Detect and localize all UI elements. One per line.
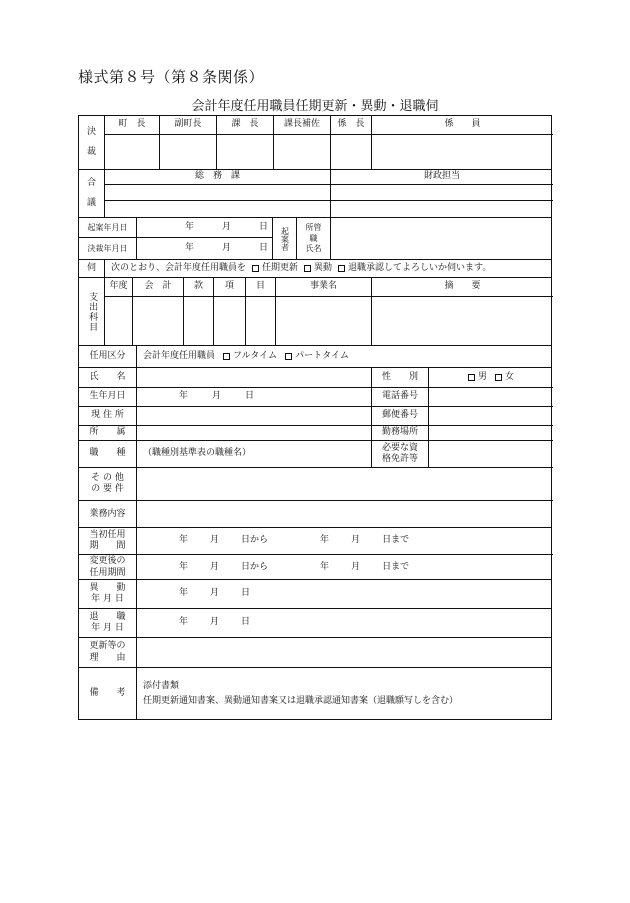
stamp-section-chief[interactable] — [217, 135, 274, 169]
parttime-checkbox[interactable] — [285, 353, 292, 360]
form-table — [78, 115, 552, 720]
phone-field[interactable] — [429, 388, 553, 407]
qualification-field[interactable] — [429, 441, 553, 468]
changed-period-field[interactable]: 年 月 日から 年 月 日まで — [179, 561, 410, 572]
header-project: 事業名 — [276, 278, 372, 297]
phone-label: 電話番号 — [372, 388, 429, 407]
fulltime-checkbox[interactable] — [223, 353, 230, 360]
person-section — [79, 367, 551, 527]
postal-label: 郵便番号 — [372, 407, 429, 426]
summary-field[interactable] — [372, 297, 553, 345]
role-subsection-chief: 係 長 — [331, 116, 372, 135]
fiscal-year-field[interactable] — [105, 297, 133, 345]
employment-type-label: 任用区分 — [79, 346, 137, 367]
header-moku: 目 — [246, 278, 276, 297]
decision-date-value[interactable]: 年 月 日 — [137, 238, 273, 260]
job-field[interactable]: （職種別基準表の職種名） — [137, 441, 372, 468]
document-title: 会計年度任用職員任期更新・異動・退職伺 — [191, 99, 439, 114]
decision-section — [79, 116, 551, 169]
role-assistant-chief: 課長補佐 — [274, 116, 331, 135]
renewal-checkbox[interactable] — [252, 265, 259, 272]
transfer-date-field[interactable]: 年 月 日 — [179, 588, 251, 599]
inquiry-section — [79, 259, 551, 277]
qualification-label: 必要な資 格免許等 — [372, 441, 429, 468]
role-staff: 係 員 — [372, 116, 553, 135]
stamp-assistant-chief[interactable] — [274, 135, 331, 169]
affiliation-field[interactable] — [137, 426, 372, 441]
changed-period-label: 変更後の 任用期間 — [79, 555, 137, 580]
resignation-section — [79, 608, 551, 637]
consult-finance-2[interactable] — [331, 201, 553, 217]
resignation-date-field[interactable]: 年 月 日 — [179, 617, 251, 628]
birth-field[interactable]: 年 月 日 — [137, 388, 372, 407]
duties-label: 業務内容 — [79, 501, 137, 528]
other-requirements-label: そ の 他 の 要 件 — [79, 468, 137, 501]
stamp-subsection-chief[interactable] — [331, 135, 372, 169]
decision-label: 決 裁 — [79, 116, 105, 169]
initial-period-label: 当初任用 期 間 — [79, 528, 137, 555]
consultation-section — [79, 169, 551, 217]
dates-section — [79, 217, 551, 259]
attachments-list: 任期更新通知書案、異動通知書案又は退職承認通知書案（退職願写しを含む） — [143, 695, 459, 706]
transfer-date-label: 異 動 年 月 日 — [79, 580, 137, 608]
transfer-section — [79, 579, 551, 608]
role-section-chief: 課 長 — [217, 116, 274, 135]
stamp-vice-mayor[interactable] — [160, 135, 217, 169]
drafter-name-field[interactable] — [331, 218, 553, 260]
consult-general-1[interactable] — [105, 185, 331, 201]
birth-label: 生年月日 — [79, 388, 137, 407]
resign-checkbox[interactable] — [338, 265, 345, 272]
consult-general-2[interactable] — [105, 201, 331, 217]
draft-date-label: 起案年月日 — [79, 218, 137, 238]
header-kou: 項 — [214, 278, 246, 297]
header-fiscal-year: 年度 — [105, 278, 133, 297]
remarks-section — [79, 667, 551, 719]
name-field[interactable] — [137, 368, 372, 388]
dept-finance: 財政担当 — [331, 170, 553, 185]
inquiry-label: 伺 — [79, 260, 105, 277]
remarks-field — [137, 668, 553, 720]
inquiry-text: 次のとおり、会計年度任用職員を 任期更新 異動 退職承認してよろしいか伺います。 — [111, 262, 492, 273]
header-kan: 款 — [184, 278, 214, 297]
role-vice-mayor: 副町長 — [160, 116, 217, 135]
draft-date-value[interactable]: 年 月 日 — [137, 218, 273, 238]
expenditure-section — [79, 277, 551, 345]
other-requirements-field[interactable] — [137, 468, 553, 501]
reason-field[interactable] — [137, 638, 553, 667]
male-checkbox[interactable] — [468, 374, 475, 381]
gender-label: 性 別 — [372, 368, 429, 388]
header-summary: 摘 要 — [372, 278, 553, 297]
expenditure-label: 支出科目 — [79, 278, 105, 345]
drafter-label: 起案者 — [273, 218, 297, 260]
consultation-label: 合 議 — [79, 170, 105, 217]
employment-type-options: 会計年度任用職員 フルタイム パートタイム — [143, 350, 349, 361]
remarks-label: 備 考 — [79, 668, 137, 720]
kou-field[interactable] — [214, 297, 246, 345]
account-field[interactable] — [133, 297, 184, 345]
initial-period-field[interactable]: 年 月 日から 年 月 日まで — [137, 528, 553, 555]
dept-general-affairs: 総 務 課 — [105, 170, 331, 185]
kan-field[interactable] — [184, 297, 214, 345]
address-field[interactable] — [137, 407, 372, 426]
affiliation-label: 所 属 — [79, 426, 137, 441]
workplace-field[interactable] — [429, 426, 553, 441]
consult-finance-1[interactable] — [331, 185, 553, 201]
employment-type-section — [79, 345, 551, 367]
reason-section — [79, 637, 551, 667]
form-number: 様式第８号（第８条関係） — [78, 68, 265, 86]
header-account: 会 計 — [133, 278, 184, 297]
decision-date-label: 決裁年月日 — [79, 238, 137, 260]
periods-section — [79, 527, 551, 579]
workplace-label: 勤務場所 — [372, 426, 429, 441]
job-label: 職 種 — [79, 441, 137, 468]
female-checkbox[interactable] — [495, 374, 502, 381]
resignation-date-label: 退 職 年 月 日 — [79, 609, 137, 637]
postal-field[interactable] — [429, 407, 553, 426]
attachments-heading: 添付書類 — [143, 681, 180, 692]
stamp-staff[interactable] — [372, 135, 553, 169]
role-mayor: 町 長 — [105, 116, 160, 135]
stamp-mayor[interactable] — [105, 135, 160, 169]
moku-field[interactable] — [246, 297, 276, 345]
gender-options: 男 女 — [429, 368, 553, 388]
name-label: 氏 名 — [79, 368, 137, 388]
project-field[interactable] — [276, 297, 372, 345]
department-label: 所管 職 氏名 — [297, 218, 331, 260]
reason-label: 更新等の 理 由 — [79, 638, 137, 667]
address-label: 現 住 所 — [79, 407, 137, 426]
transfer-checkbox[interactable] — [304, 265, 311, 272]
duties-field[interactable] — [137, 501, 553, 528]
